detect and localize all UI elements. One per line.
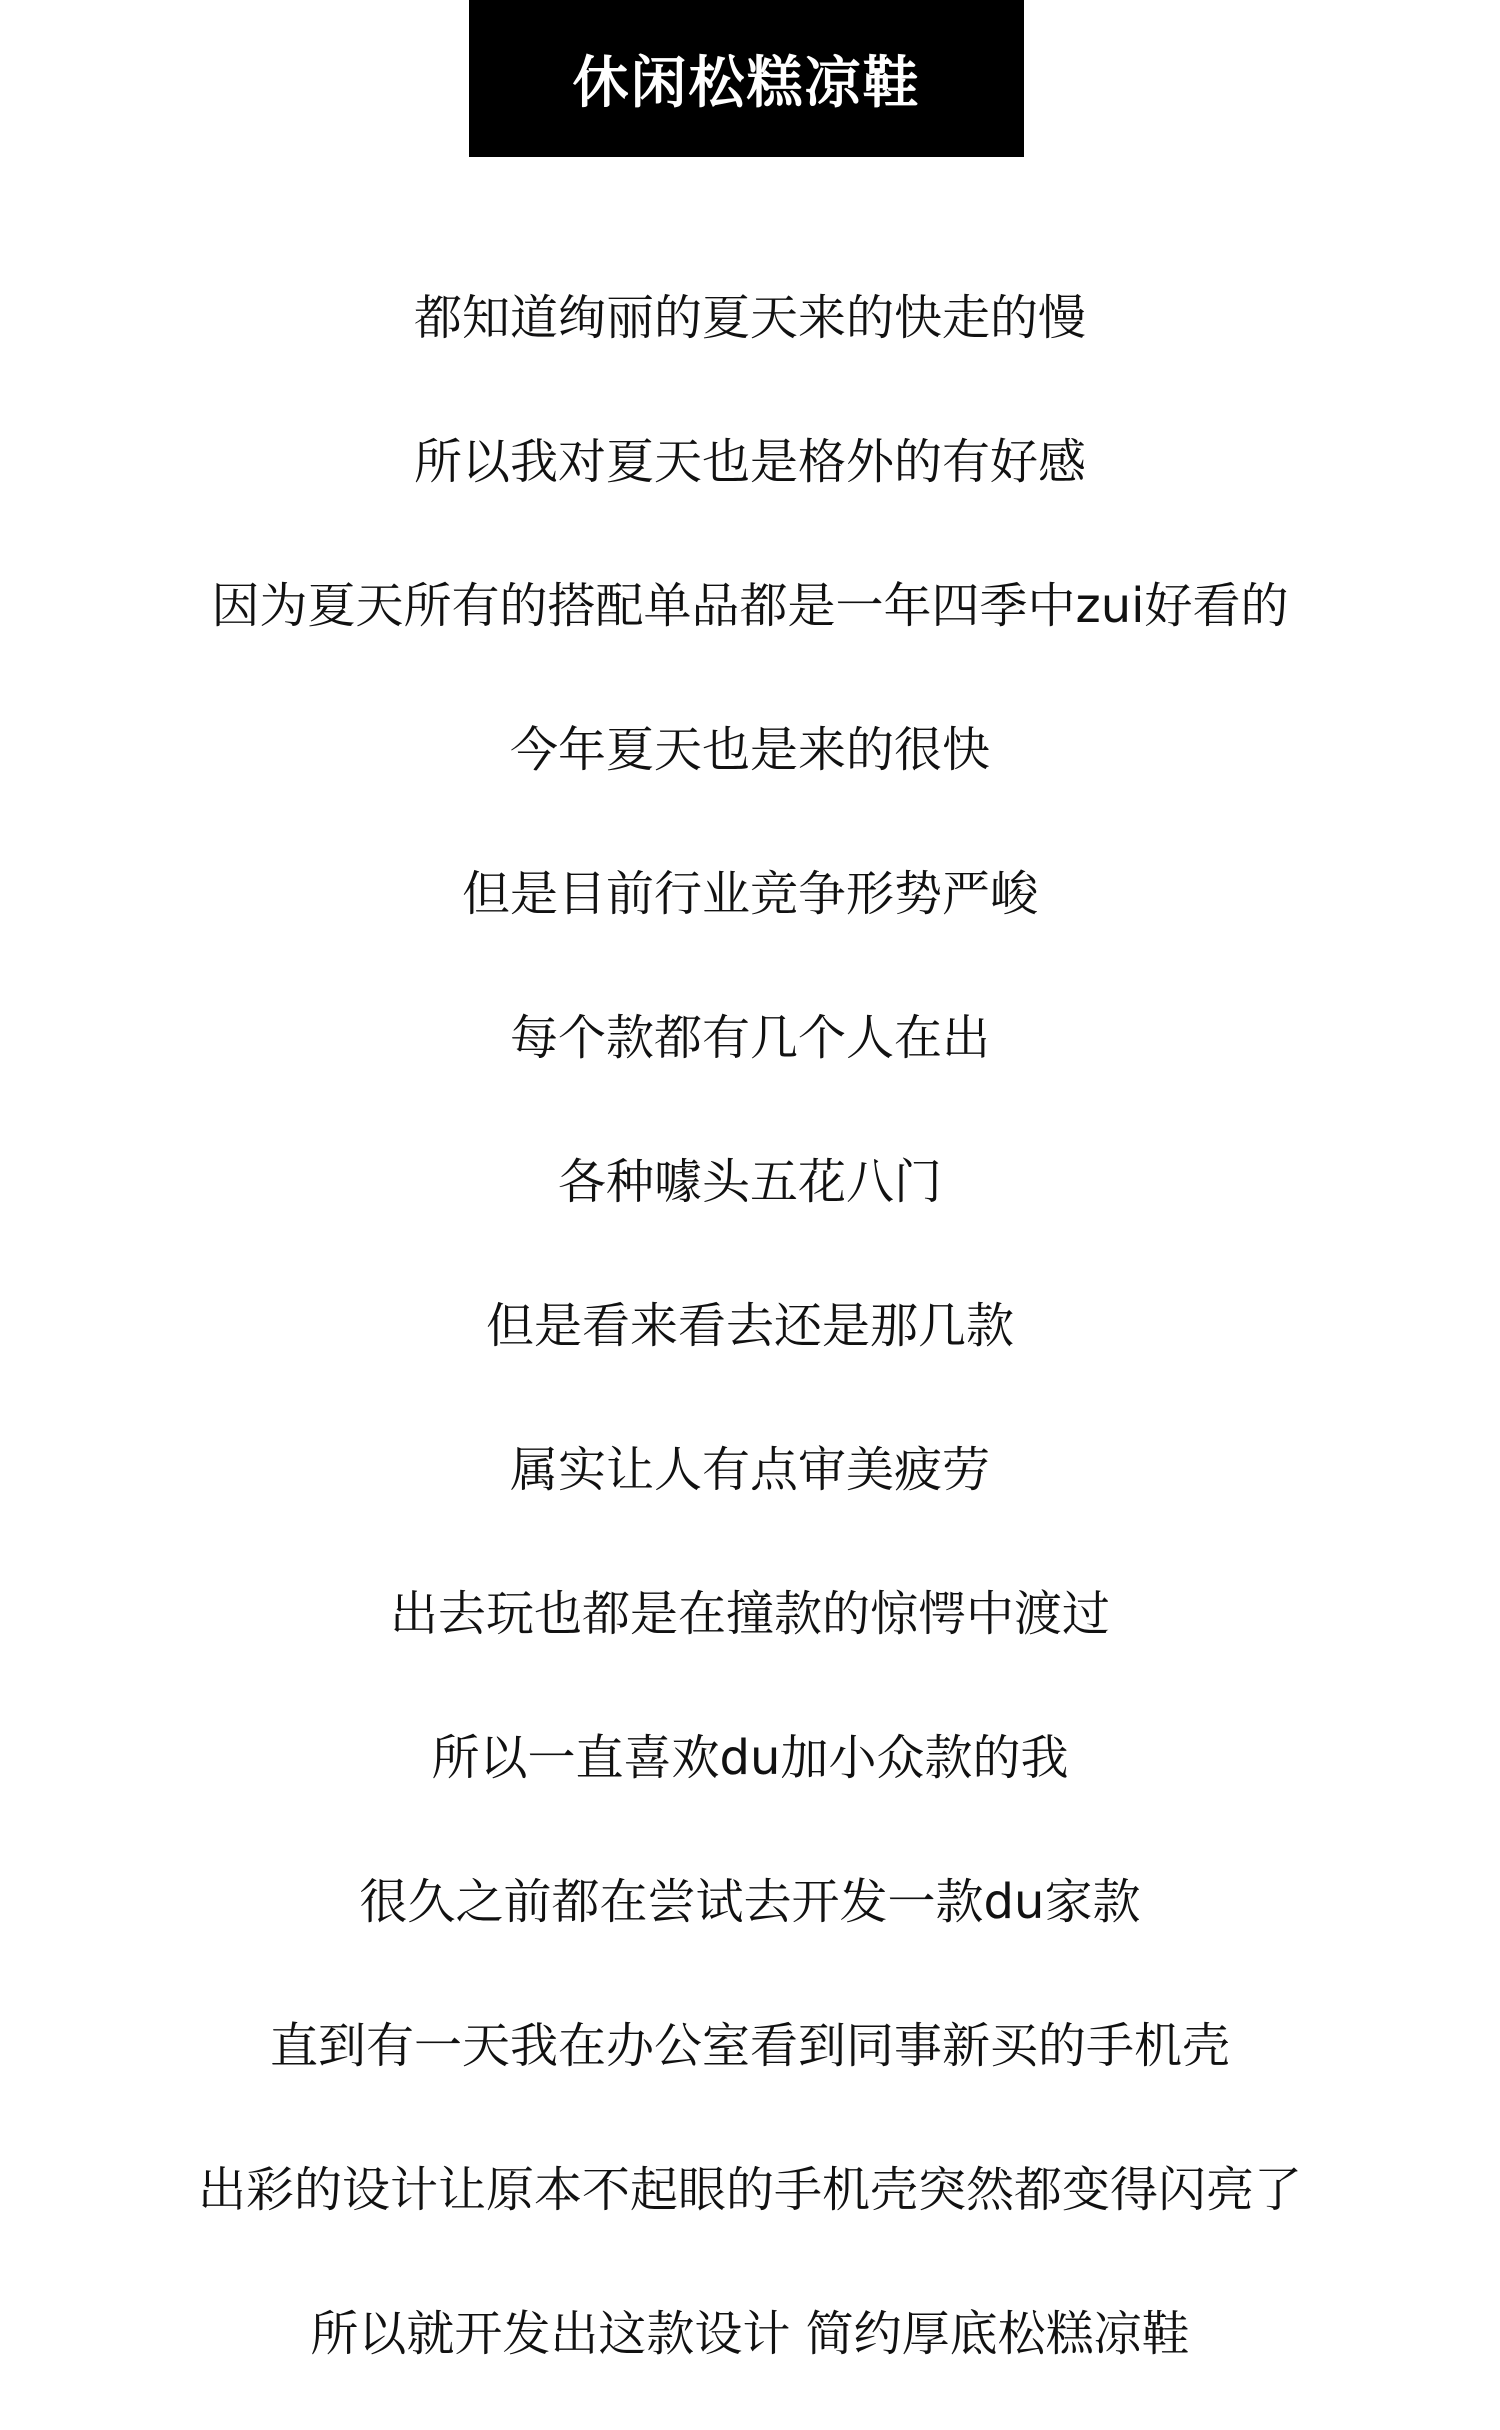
text-line: 属实让人有点审美疲劳 (509, 1442, 990, 1498)
text-line: 但是看来看去还是那几款 (485, 1298, 1014, 1354)
text-line: 直到有一天我在办公室看到同事新买的手机壳 (269, 2018, 1230, 2074)
text-line: 各种噱头五花八门 (557, 1154, 942, 1210)
description-text (0, 270, 1500, 2430)
text-line: 所以我对夏天也是格外的有好感 (413, 434, 1086, 490)
text-line: 因为夏天所有的搭配单品都是一年四季中zui好看的 (211, 578, 1289, 634)
text-line: 出彩的设计让原本不起眼的手机壳突然都变得闪亮了 (197, 2162, 1302, 2218)
text-line: 所以一直喜欢du加小众款的我 (431, 1730, 1069, 1786)
text-line: 很久之前都在尝试去开发一款du家款 (359, 1874, 1141, 1930)
text-line: 每个款都有几个人在出 (509, 1010, 990, 1066)
text-line: 出去玩也都是在撞款的惊愕中渡过 (389, 1586, 1110, 1642)
page-title: 休闲松糕凉鞋 (572, 50, 921, 116)
title-banner (469, 0, 1024, 157)
text-line: 但是目前行业竞争形势严峻 (461, 866, 1038, 922)
text-line: 今年夏天也是来的很快 (509, 722, 990, 778)
text-line: 都知道绚丽的夏天来的快走的慢 (413, 290, 1086, 346)
text-line: 所以就开发出这款设计 简约厚底松糕凉鞋 (310, 2306, 1190, 2362)
